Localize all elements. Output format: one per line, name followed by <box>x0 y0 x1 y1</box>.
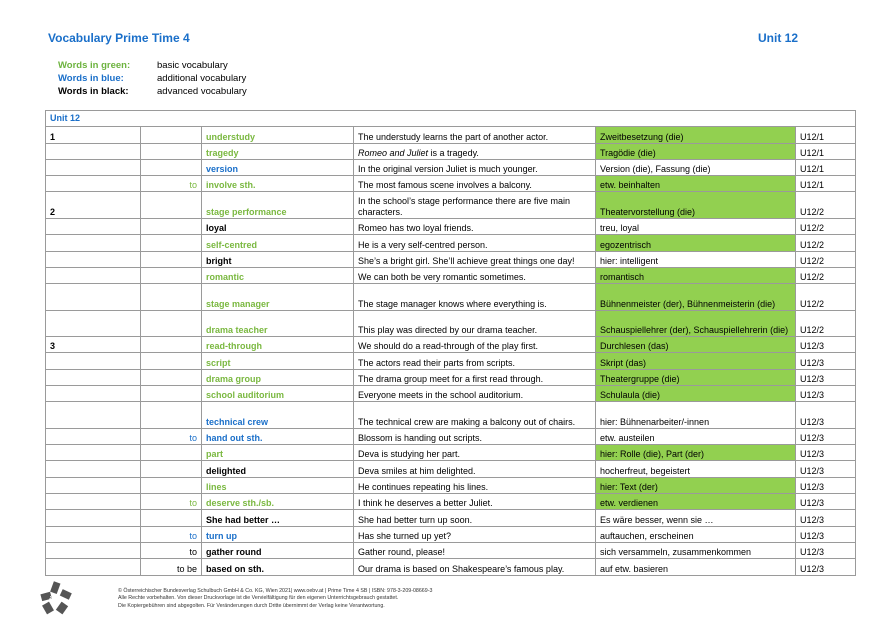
table-row <box>46 542 856 558</box>
sentence-text: Deva is studying her part. <box>358 449 461 460</box>
unit-code: U12/3 <box>796 369 856 385</box>
infinitive-marker: to <box>141 542 202 558</box>
infinitive-marker <box>141 310 202 337</box>
sentence-title: Romeo and Juliet <box>358 147 429 158</box>
exercise-number <box>46 310 141 337</box>
table-row <box>46 251 856 267</box>
unit-code: U12/3 <box>796 445 856 461</box>
sentence-text: is a tragedy. <box>428 147 479 158</box>
document-title: Vocabulary Prime Time 4 <box>48 31 190 45</box>
footer-line: © Österreichischer Bundesverlag Schulbuch GmbH & Co. KG, Wien 2021| www.oebv.at | Prime Time 4 SB | ISBN: 978-3-209-08669-3 <box>118 588 433 594</box>
translation: Schulaula (die) <box>596 386 796 402</box>
translation: etw. austeilen <box>596 428 796 444</box>
sentence-text: Our drama is based on Shakespeare’s famous play. <box>358 563 565 574</box>
exercise-number: 1 <box>46 127 141 143</box>
infinitive-marker <box>141 402 202 429</box>
table-row <box>46 176 856 192</box>
exercise-number <box>46 526 141 542</box>
legend-value: additional vocabulary <box>157 73 247 84</box>
sentence-text: Has she turned up yet? <box>358 530 452 541</box>
legend-value: basic vocabulary <box>157 60 228 71</box>
translation: auf etw. basieren <box>596 559 796 575</box>
example-sentence <box>354 369 596 385</box>
translation: Schauspiellehrer (der), Schauspiellehrerin (die) <box>596 310 796 337</box>
vocab-word: script <box>202 353 354 369</box>
unit-code: U12/2 <box>796 284 856 311</box>
infinitive-marker <box>141 510 202 526</box>
exercise-number <box>46 369 141 385</box>
color-legend <box>58 59 247 98</box>
translation: Tragödie (die) <box>596 143 796 159</box>
vocab-word: drama teacher <box>202 310 354 337</box>
sentence-text: I think he deserves a better Juliet. <box>358 498 493 509</box>
infinitive-marker <box>141 284 202 311</box>
vocab-word: part <box>202 445 354 461</box>
infinitive-marker: to be <box>141 559 202 575</box>
unit-code: U12/1 <box>796 143 856 159</box>
unit-code: U12/2 <box>796 235 856 251</box>
example-sentence <box>354 159 596 175</box>
unit-code: U12/3 <box>796 510 856 526</box>
sentence-text: She’s a bright girl. She’ll achieve great things one day! <box>358 255 575 266</box>
example-sentence <box>354 127 596 143</box>
unit-code: U12/3 <box>796 494 856 510</box>
vocabulary-table <box>45 110 856 576</box>
table-row <box>46 127 856 143</box>
infinitive-marker <box>141 267 202 283</box>
example-sentence <box>354 494 596 510</box>
unit-header-row <box>46 111 856 127</box>
sentence-text: The stage manager knows where everything is. <box>358 298 547 309</box>
infinitive-marker: to <box>141 494 202 510</box>
sentence-text: We should do a read-through of the play first. <box>358 341 538 352</box>
exercise-number <box>46 402 141 429</box>
sentence-text: The most famous scene involves a balcony. <box>358 180 532 191</box>
example-sentence <box>354 192 596 219</box>
vocab-word: version <box>202 159 354 175</box>
footer-line: Die Kopiergebühren sind abgegolten. Für Veränderungen durch Dritte übernimmt der Verlag keine Verantwortung. <box>118 602 385 609</box>
exercise-number <box>46 159 141 175</box>
legend-value: advanced vocabulary <box>157 86 247 97</box>
example-sentence <box>354 445 596 461</box>
table-row <box>46 310 856 337</box>
table-row <box>46 445 856 461</box>
table-row <box>46 369 856 385</box>
unit-heading: Unit 12 <box>758 31 799 45</box>
exercise-number <box>46 559 141 575</box>
infinitive-marker <box>141 251 202 267</box>
translation: egozentrisch <box>596 235 796 251</box>
sentence-text: Romeo has two loyal friends. <box>358 223 474 234</box>
unit-code: U12/3 <box>796 559 856 575</box>
unit-code: U12/3 <box>796 542 856 558</box>
obv-logo-icon <box>39 581 73 615</box>
table-row <box>46 218 856 234</box>
legend-row-black <box>58 85 247 98</box>
logo-text: öbv <box>48 595 64 604</box>
vocab-word: tragedy <box>202 143 354 159</box>
example-sentence <box>354 526 596 542</box>
table-row <box>46 192 856 219</box>
exercise-number <box>46 445 141 461</box>
sentence-text: She had better turn up soon. <box>358 514 473 525</box>
sentence-text: The technical crew are making a balcony out of chairs. <box>358 416 576 427</box>
exercise-number <box>46 494 141 510</box>
infinitive-marker: to <box>141 428 202 444</box>
infinitive-marker <box>141 353 202 369</box>
exercise-number: 3 <box>46 337 141 353</box>
exercise-number <box>46 353 141 369</box>
unit-label: Unit 12 <box>46 111 856 127</box>
legend-key: Words in green: <box>58 60 131 71</box>
example-sentence <box>354 510 596 526</box>
unit-code: U12/3 <box>796 386 856 402</box>
sentence-text: He is a very self-centred person. <box>358 239 488 250</box>
table-row <box>46 284 856 311</box>
example-sentence <box>354 310 596 337</box>
translation: Skript (das) <box>596 353 796 369</box>
vocab-word: loyal <box>202 218 354 234</box>
vocab-word: delighted <box>202 461 354 477</box>
vocab-word: technical crew <box>202 402 354 429</box>
infinitive-marker <box>141 386 202 402</box>
table-row <box>46 143 856 159</box>
exercise-number <box>46 143 141 159</box>
translation: hier: Bühnenarbeiter/-innen <box>596 402 796 429</box>
unit-code: U12/3 <box>796 526 856 542</box>
example-sentence <box>354 559 596 575</box>
infinitive-marker <box>141 192 202 219</box>
table-row <box>46 267 856 283</box>
sentence-text: In the school’s stage performance there are five main characters. <box>358 195 570 217</box>
example-sentence <box>354 251 596 267</box>
table-row <box>46 353 856 369</box>
table-row <box>46 477 856 493</box>
vocab-word: based on sth. <box>202 559 354 575</box>
copyright-footer <box>118 588 432 610</box>
table-row <box>46 159 856 175</box>
translation: hier: Text (der) <box>596 477 796 493</box>
exercise-number <box>46 461 141 477</box>
exercise-number: 2 <box>46 192 141 219</box>
legend-key: Words in black: <box>58 86 129 97</box>
vocab-word: involve sth. <box>202 176 354 192</box>
example-sentence <box>354 218 596 234</box>
sentence-text: The drama group meet for a first read through. <box>358 374 544 385</box>
vocab-word: drama group <box>202 369 354 385</box>
infinitive-marker <box>141 477 202 493</box>
table-row <box>46 386 856 402</box>
infinitive-marker <box>141 461 202 477</box>
exercise-number <box>46 235 141 251</box>
sentence-text: The understudy learns the part of another actor. <box>358 131 549 142</box>
unit-code: U12/1 <box>796 159 856 175</box>
vocab-word: hand out sth. <box>202 428 354 444</box>
vocab-word: stage manager <box>202 284 354 311</box>
infinitive-marker <box>141 159 202 175</box>
translation: auftauchen, erscheinen <box>596 526 796 542</box>
translation: Version (die), Fassung (die) <box>596 159 796 175</box>
legend-row-green <box>58 59 247 72</box>
table-row <box>46 559 856 575</box>
unit-code: U12/2 <box>796 251 856 267</box>
unit-code: U12/2 <box>796 192 856 219</box>
sentence-text: We can both be very romantic sometimes. <box>358 272 526 283</box>
infinitive-marker <box>141 337 202 353</box>
vocab-word: read-through <box>202 337 354 353</box>
example-sentence <box>354 337 596 353</box>
sentence-text: Gather round, please! <box>358 547 446 558</box>
sentence-text: Deva smiles at him delighted. <box>358 465 476 476</box>
unit-code: U12/2 <box>796 267 856 283</box>
legend-key: Words in blue: <box>58 73 124 84</box>
exercise-number <box>46 176 141 192</box>
sentence-text: Everyone meets in the school auditorium. <box>358 390 524 401</box>
translation: sich versammeln, zusammenkommen <box>596 542 796 558</box>
table-row <box>46 235 856 251</box>
infinitive-marker <box>141 127 202 143</box>
infinitive-marker: to <box>141 526 202 542</box>
vocab-word: bright <box>202 251 354 267</box>
exercise-number <box>46 542 141 558</box>
exercise-number <box>46 386 141 402</box>
exercise-number <box>46 510 141 526</box>
unit-code: U12/1 <box>796 127 856 143</box>
exercise-number <box>46 267 141 283</box>
translation: hier: Rolle (die), Part (der) <box>596 445 796 461</box>
translation: Durchlesen (das) <box>596 337 796 353</box>
vocab-word: stage performance <box>202 192 354 219</box>
vocab-word: turn up <box>202 526 354 542</box>
exercise-number <box>46 284 141 311</box>
example-sentence <box>354 402 596 429</box>
vocab-word: lines <box>202 477 354 493</box>
translation: etw. beinhalten <box>596 176 796 192</box>
sentence-text: The actors read their parts from scripts. <box>358 357 516 368</box>
example-sentence <box>354 143 596 159</box>
vocab-word: understudy <box>202 127 354 143</box>
table-row <box>46 428 856 444</box>
translation: hocherfreut, begeistert <box>596 461 796 477</box>
infinitive-marker: to <box>141 176 202 192</box>
translation: Bühnenmeister (der), Bühnenmeisterin (die) <box>596 284 796 311</box>
vocab-word: deserve sth./sb. <box>202 494 354 510</box>
infinitive-marker <box>141 369 202 385</box>
sentence-text: Blossom is handing out scripts. <box>358 433 483 444</box>
infinitive-marker <box>141 445 202 461</box>
translation: Es wäre besser, wenn sie … <box>596 510 796 526</box>
unit-code: U12/2 <box>796 218 856 234</box>
exercise-number <box>46 477 141 493</box>
translation: romantisch <box>596 267 796 283</box>
example-sentence <box>354 267 596 283</box>
table-row <box>46 402 856 429</box>
unit-code: U12/3 <box>796 353 856 369</box>
unit-code: U12/3 <box>796 337 856 353</box>
vocab-word: gather round <box>202 542 354 558</box>
example-sentence <box>354 284 596 311</box>
infinitive-marker <box>141 235 202 251</box>
translation: hier: intelligent <box>596 251 796 267</box>
unit-code: U12/3 <box>796 461 856 477</box>
example-sentence <box>354 235 596 251</box>
vocab-word: romantic <box>202 267 354 283</box>
sentence-text: This play was directed by our drama teacher. <box>358 325 538 336</box>
example-sentence <box>354 353 596 369</box>
translation: Theatervorstellung (die) <box>596 192 796 219</box>
vocab-word: self-centred <box>202 235 354 251</box>
infinitive-marker <box>141 143 202 159</box>
exercise-number <box>46 251 141 267</box>
table-row <box>46 337 856 353</box>
translation: treu, loyal <box>596 218 796 234</box>
example-sentence <box>354 477 596 493</box>
example-sentence <box>354 542 596 558</box>
table-row <box>46 494 856 510</box>
unit-code: U12/2 <box>796 310 856 337</box>
exercise-number <box>46 428 141 444</box>
infinitive-marker <box>141 218 202 234</box>
example-sentence <box>354 176 596 192</box>
example-sentence <box>354 461 596 477</box>
table-row <box>46 526 856 542</box>
sentence-text: In the original version Juliet is much younger. <box>358 164 538 175</box>
unit-code: U12/3 <box>796 477 856 493</box>
translation: etw. verdienen <box>596 494 796 510</box>
vocab-word: She had better … <box>202 510 354 526</box>
translation: Theatergruppe (die) <box>596 369 796 385</box>
translation: Zweitbesetzung (die) <box>596 127 796 143</box>
exercise-number <box>46 218 141 234</box>
vocab-word: school auditorium <box>202 386 354 402</box>
example-sentence <box>354 386 596 402</box>
example-sentence <box>354 428 596 444</box>
legend-row-blue <box>58 72 247 85</box>
sentence-text: He continues repeating his lines. <box>358 482 489 493</box>
table-row <box>46 510 856 526</box>
table-row <box>46 461 856 477</box>
unit-code: U12/3 <box>796 428 856 444</box>
unit-code: U12/3 <box>796 402 856 429</box>
footer-line: Alle Rechte vorbehalten. Von dieser Druckvorlage ist die Vervielfältigung für den eigenen Unterrichtsgebrauch gestattet. <box>118 595 399 602</box>
unit-code: U12/1 <box>796 176 856 192</box>
